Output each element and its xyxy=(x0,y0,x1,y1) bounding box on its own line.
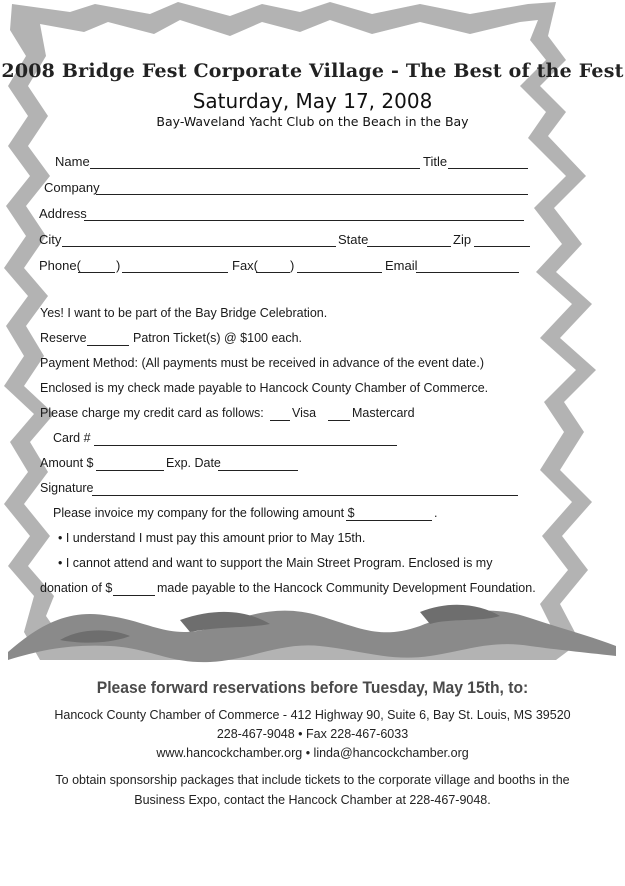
address-field[interactable] xyxy=(84,206,524,221)
chamber-phones: 228-467-9048 • Fax 228-467-6033 xyxy=(216,727,409,741)
event-venue: Bay-Waveland Yacht Club on the Beach in the Bay xyxy=(156,114,469,129)
ticket-quantity-field[interactable] xyxy=(87,331,129,346)
phone-field[interactable] xyxy=(122,258,228,273)
chamber-address: Hancock County Chamber of Commerce - 412 Highway 90, Suite 6, Bay St. Louis, MS 39520 xyxy=(54,708,571,722)
title-label: Title xyxy=(423,154,448,169)
fax-label: Fax( xyxy=(232,258,258,273)
email-field[interactable] xyxy=(416,258,519,273)
cannot-attend-bullet: • I cannot attend and want to support the Main Street Program. Enclosed is my xyxy=(58,556,493,570)
signature-field[interactable] xyxy=(92,481,518,496)
state-label: State xyxy=(338,232,369,247)
fax-area-code-field[interactable] xyxy=(256,258,290,273)
reserve-suffix: Patron Ticket(s) @ $100 each. xyxy=(133,331,303,345)
phone-paren: ) xyxy=(116,258,121,273)
forward-reservations-heading: Please forward reservations before Tuesday, May 15th, to: xyxy=(96,679,529,697)
visa-checkbox[interactable] xyxy=(270,406,290,421)
email-label: Email xyxy=(385,258,418,273)
sponsorship-note-2: Business Expo, contact the Hancock Chamber at 228-467-9048. xyxy=(134,793,491,807)
visa-label: Visa xyxy=(292,406,317,420)
zip-label: Zip xyxy=(453,232,472,247)
reserve-label: Reserve xyxy=(40,331,87,345)
mastercard-checkbox[interactable] xyxy=(328,406,350,421)
city-label: City xyxy=(39,232,62,247)
card-number-label: Card # xyxy=(53,431,91,445)
company-label: Company xyxy=(44,180,100,195)
exp-date-field[interactable] xyxy=(218,456,298,471)
fax-paren: ) xyxy=(290,258,295,273)
title-field[interactable] xyxy=(448,154,528,169)
credit-card-line: Please charge my credit card as follows: xyxy=(40,406,264,420)
signature-label: Signature xyxy=(40,481,94,495)
city-field[interactable] xyxy=(62,232,336,247)
event-title: 2008 Bridge Fest Corporate Village - The Best of the Fest xyxy=(1,60,624,82)
mastercard-label: Mastercard xyxy=(352,406,415,420)
intro-line: Yes! I want to be part of the Bay Bridge Celebration. xyxy=(40,306,328,320)
fax-field[interactable] xyxy=(297,258,382,273)
chamber-web-email: www.hancockchamber.org • linda@hancockchamber.org xyxy=(156,746,469,760)
phone-area-code-field[interactable] xyxy=(78,258,115,273)
amount-field[interactable] xyxy=(96,456,164,471)
name-field[interactable] xyxy=(90,154,420,169)
state-field[interactable] xyxy=(367,232,451,247)
invoice-period: . xyxy=(434,506,438,520)
pay-prior-bullet: • I understand I must pay this amount prior to May 15th. xyxy=(58,531,366,545)
name-label: Name xyxy=(55,154,90,169)
payment-method-note: Payment Method: (All payments must be received in advance of the event date.) xyxy=(40,356,484,370)
address-label: Address xyxy=(39,206,87,221)
company-field[interactable] xyxy=(96,180,528,195)
donation-amount-field[interactable] xyxy=(113,581,155,596)
donation-prefix: donation of $ xyxy=(40,581,113,595)
amount-label: Amount $ xyxy=(40,456,94,470)
event-date: Saturday, May 17, 2008 xyxy=(192,89,433,113)
sponsorship-note-1: To obtain sponsorship packages that include tickets to the corporate village and booths in the xyxy=(55,773,570,787)
zip-field[interactable] xyxy=(474,232,530,247)
card-number-field[interactable] xyxy=(94,431,397,446)
donation-suffix: made payable to the Hancock Community Development Foundation. xyxy=(157,581,536,595)
invoice-line: Please invoice my company for the following amount $ xyxy=(53,506,355,520)
invoice-amount-field[interactable] xyxy=(346,506,432,521)
phone-label: Phone( xyxy=(39,258,81,273)
exp-date-label: Exp. Date xyxy=(166,456,221,470)
check-payment-line: Enclosed is my check made payable to Hancock County Chamber of Commerce. xyxy=(40,381,489,395)
